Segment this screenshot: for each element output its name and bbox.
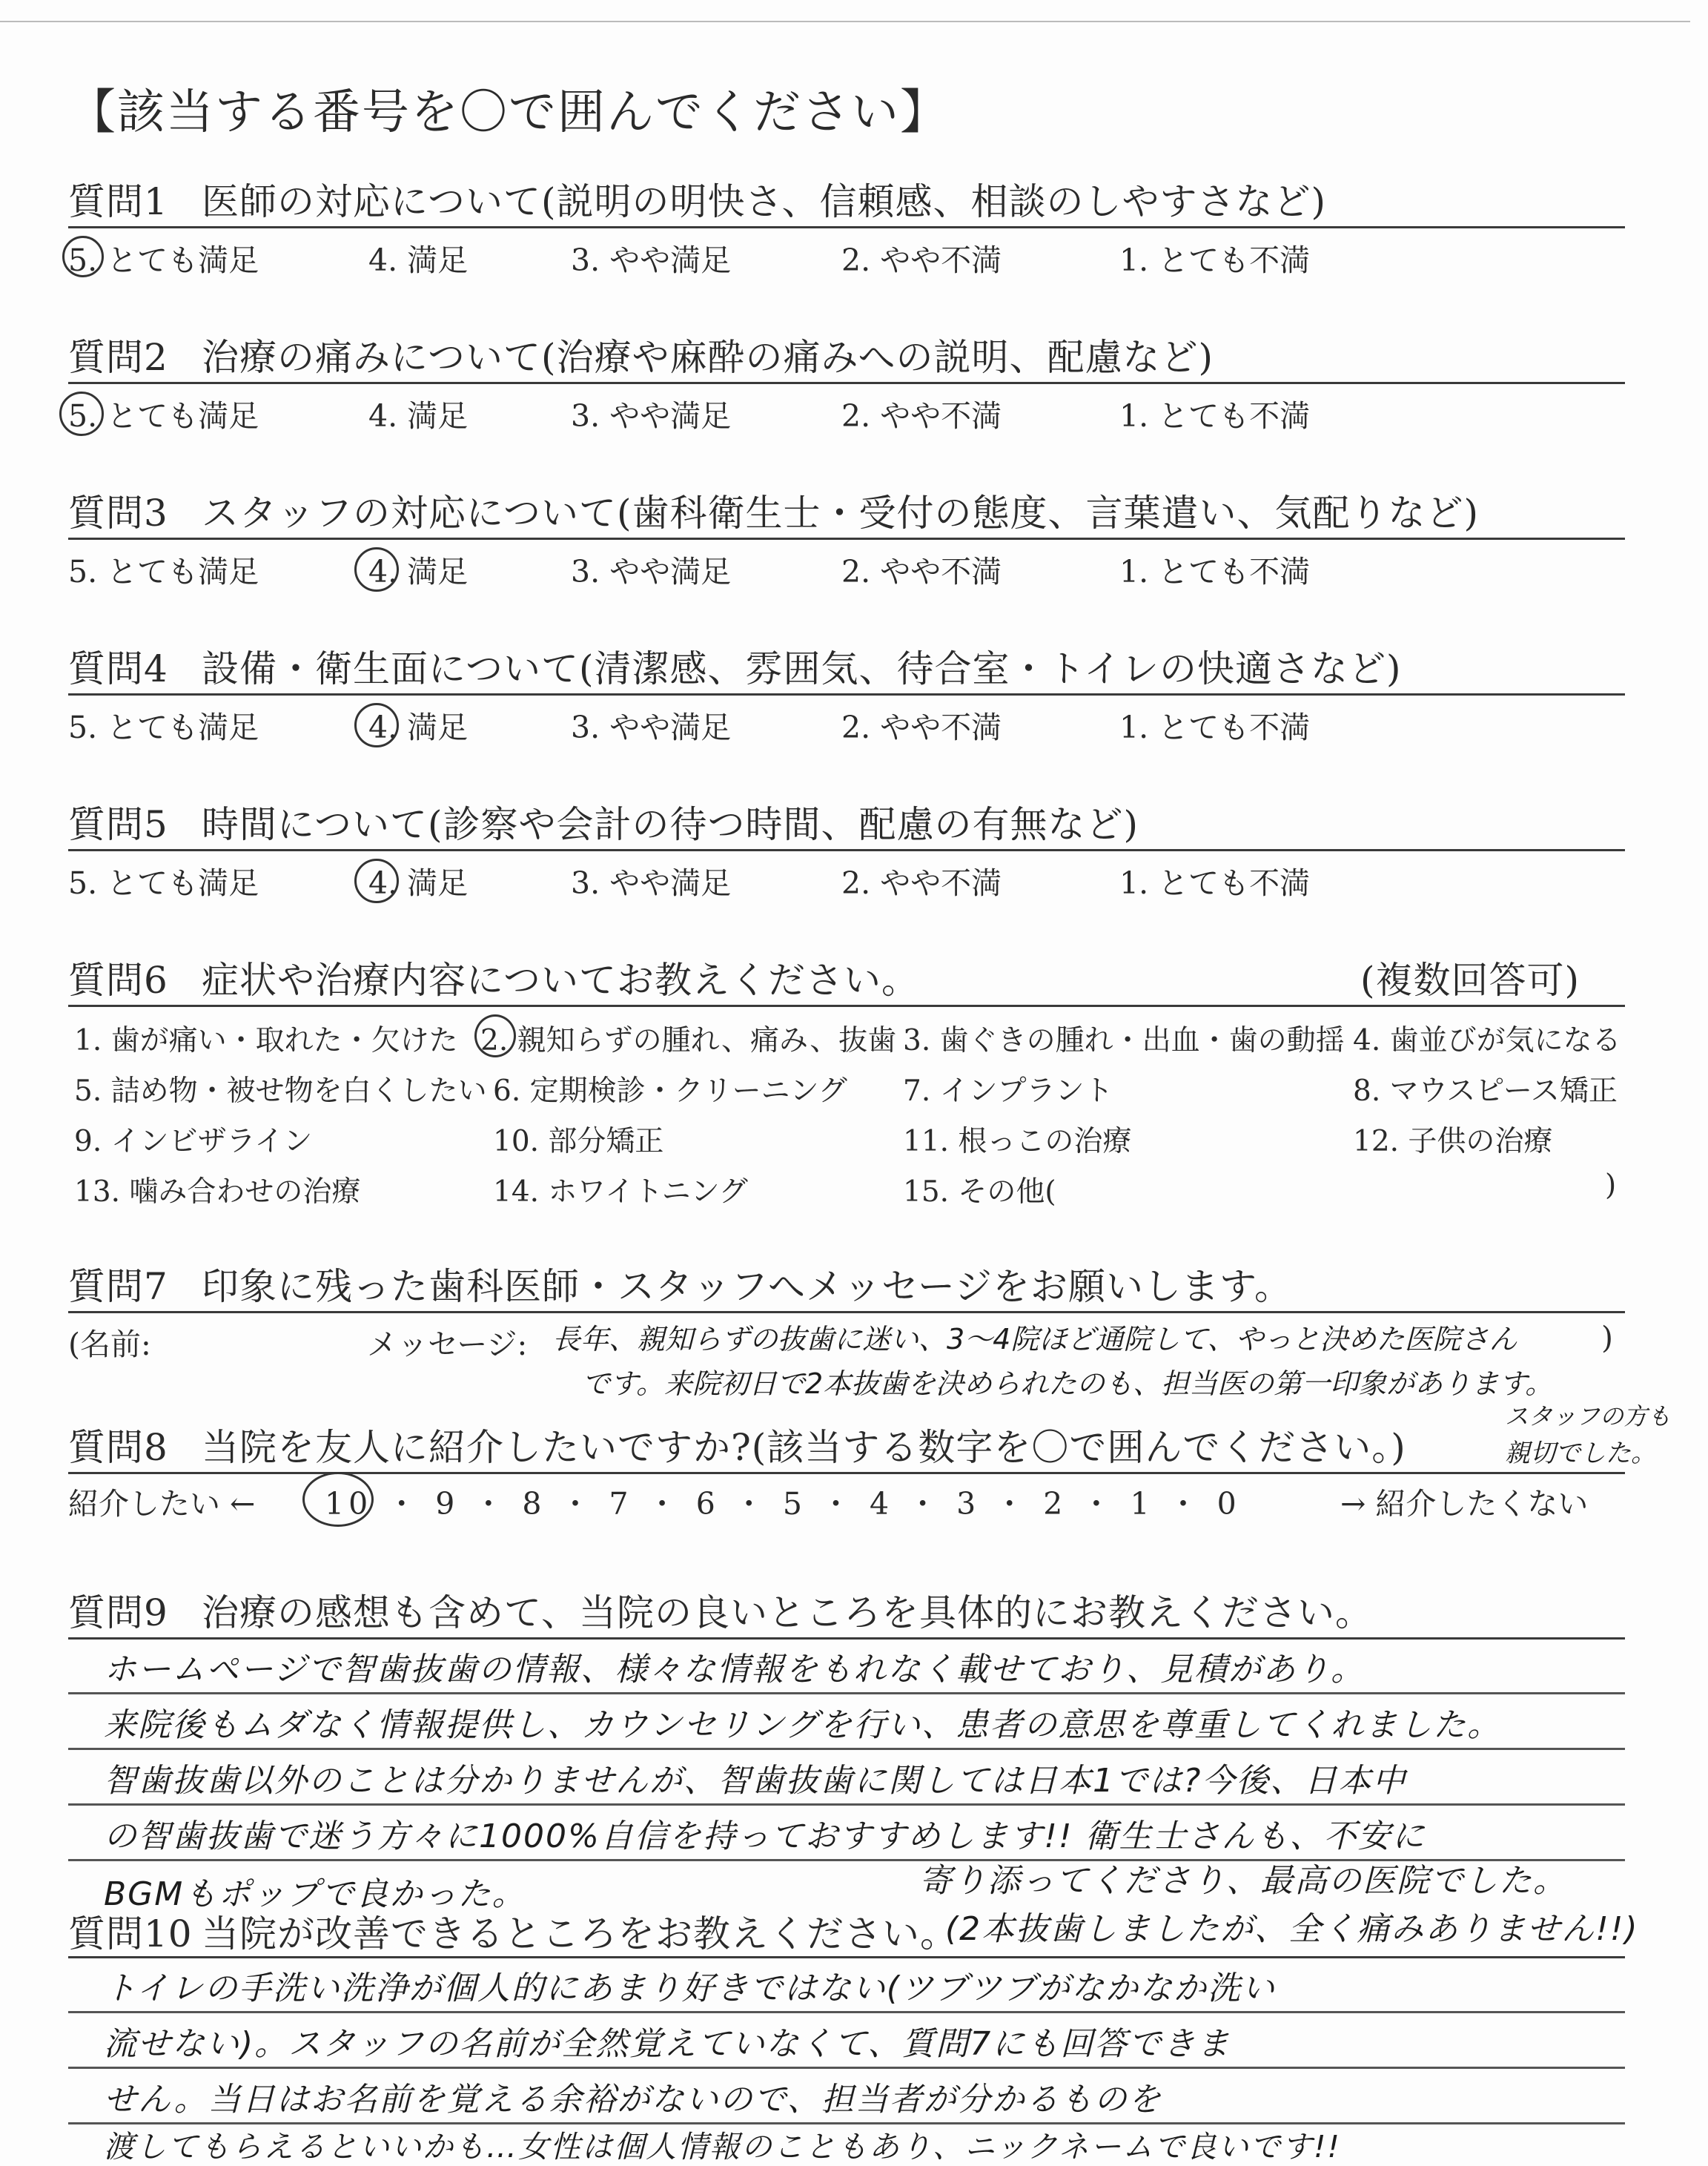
q9-rule	[68, 1637, 1625, 1640]
q4-selection-circle	[354, 703, 399, 747]
q1-option-5[interactable]: 5. とても満足	[68, 242, 259, 278]
q6-option-13[interactable]: 13. 噛み合わせの治療	[74, 1175, 361, 1209]
q4-option-1[interactable]: 1. とても不満	[1119, 710, 1311, 745]
q6-option-6[interactable]: 6. 定期検診・クリーニング	[493, 1074, 847, 1108]
q8-scale[interactable]: 10 ・ 9 ・ 8 ・ 7 ・ 6 ・ 5 ・ 4 ・ 3 ・ 2 ・ 1 ・ 0	[325, 1486, 1241, 1522]
q9-writing-line-2	[68, 1748, 1625, 1750]
q6-label: 質問6	[68, 959, 168, 1002]
q4-label: 質問4	[68, 647, 168, 690]
q6-option-15-close: )	[1605, 1169, 1617, 1202]
q3-rule	[68, 538, 1625, 540]
q6-option-8[interactable]: 8. マウスピース矯正	[1353, 1074, 1618, 1108]
q9-handwritten-line-4: の智歯抜歯で迷う方々に1000%自信を持っておすすめします!! 衛生士さんも、不安に	[104, 1817, 1426, 1855]
q10-handwritten-side: (2本抜歯しましたが、全く痛みありません!!)	[945, 1910, 1639, 1948]
q6-option-1[interactable]: 1. 歯が痛い・取れた・欠けた	[74, 1024, 458, 1057]
q9-label: 質問9	[68, 1591, 168, 1634]
q7-message-label: メッセージ:	[367, 1327, 528, 1362]
q5-option-5[interactable]: 5. とても満足	[68, 865, 259, 901]
q6-option-11[interactable]: 11. 根っこの治療	[903, 1125, 1132, 1158]
q3-option-5[interactable]: 5. とても満足	[68, 554, 259, 590]
q2-option-3[interactable]: 3. やや満足	[571, 398, 732, 434]
q8-rule	[68, 1472, 1625, 1474]
q6-option-2[interactable]: 2. 親知らずの腫れ、痛み、抜歯	[480, 1024, 897, 1057]
q7-close-paren: )	[1601, 1320, 1613, 1356]
q3-option-1[interactable]: 1. とても不満	[1119, 554, 1311, 590]
q6-option-10[interactable]: 10. 部分矯正	[493, 1125, 664, 1158]
q6-option-9[interactable]: 9. インビザライン	[74, 1125, 313, 1158]
q6-option-7[interactable]: 7. インプラント	[903, 1074, 1113, 1108]
q1-rule	[68, 226, 1625, 228]
q7-name-label: (名前:	[68, 1327, 151, 1362]
q5-selection-circle	[354, 859, 399, 903]
page-title: 【該当する番号を〇で囲んでください】	[68, 85, 949, 140]
q9-handwritten-line-3: 智歯抜歯以外のことは分かりませんが、智歯抜歯に関しては日本1では?今後、日本中	[104, 1762, 1407, 1800]
q6-rule	[68, 1005, 1625, 1007]
q3-option-2[interactable]: 2. やや不満	[841, 554, 1002, 590]
q9-text: 治療の感想も含めて、当院の良いところを具体的にお教えください。	[202, 1591, 1373, 1634]
q8-text: 当院を友人に紹介したいですか?(該当する数字を〇で囲んでください。)	[202, 1426, 1406, 1469]
q2-option-1[interactable]: 1. とても不満	[1119, 398, 1311, 434]
q4-option-2[interactable]: 2. やや不満	[841, 710, 1002, 745]
q10-label: 質問10	[68, 1912, 193, 1955]
q5-option-1[interactable]: 1. とても不満	[1119, 865, 1311, 901]
q2-option-2[interactable]: 2. やや不満	[841, 398, 1002, 434]
q1-option-2[interactable]: 2. やや不満	[841, 242, 1002, 278]
q7-handwritten-side-2: 親切でした。	[1505, 1439, 1656, 1468]
q10-writing-line-2	[68, 2067, 1625, 2069]
q7-handwritten-side-1: スタッフの方も	[1505, 1402, 1672, 1430]
q10-text: 当院が改善できるところをお教えください。	[202, 1912, 958, 1955]
q7-label: 質問7	[68, 1265, 168, 1308]
q10-handwritten-line-4: 渡してもらえるといいかも…女性は個人情報のこともあり、ニックネームで良いです!!	[104, 2129, 1341, 2165]
q10-handwritten-line-1: トイレの手洗い洗浄が個人的にあまり好きではない(ツブツブがなかなか洗い	[104, 1969, 1276, 2007]
q6-text: 症状や治療内容についてお教えください。	[202, 959, 919, 1002]
q2-rule	[68, 382, 1625, 384]
top-border	[0, 21, 1690, 22]
q5-option-3[interactable]: 3. やや満足	[571, 865, 732, 901]
q10-handwritten-line-2: 流せない)。スタッフの名前が全然覚えていなくて、質問7にも回答できま	[104, 2025, 1231, 2063]
q10-writing-line-1	[68, 2011, 1625, 2013]
q2-option-5[interactable]: 5. とても満足	[68, 398, 259, 434]
q4-option-3[interactable]: 3. やや満足	[571, 710, 732, 745]
q7-handwritten-line-2: です。来院初日で2本抜歯を決められたのも、担当医の第一印象があります。	[582, 1367, 1554, 1400]
q6-note: (複数回答可)	[1360, 959, 1580, 1002]
q2-selection-circle	[59, 392, 104, 436]
q7-text: 印象に残った歯科医師・スタッフへメッセージをお願いします。	[202, 1265, 1292, 1308]
q9-handwritten-line-6: 寄り添ってくださり、最高の医院でした。	[919, 1862, 1567, 1900]
q4-rule	[68, 693, 1625, 696]
q5-option-4[interactable]: 4. 満足	[368, 865, 469, 901]
q7-rule	[68, 1311, 1625, 1313]
q7-handwritten-line-1: 長年、親知らずの抜歯に迷い、3〜4院ほど通院して、やっと決めた医院さん	[552, 1323, 1517, 1356]
q6-option-14[interactable]: 14. ホワイトニング	[493, 1175, 748, 1209]
q6-option-4[interactable]: 4. 歯並びが気になる	[1353, 1024, 1621, 1057]
q6-option-15[interactable]: 15. その他(	[903, 1175, 1056, 1209]
q8-selection-circle	[302, 1472, 374, 1527]
q2-label: 質問2	[68, 336, 168, 379]
q6-option-5[interactable]: 5. 詰め物・被せ物を白くしたい	[74, 1074, 487, 1108]
q1-label: 質問1	[68, 180, 168, 223]
q9-handwritten-line-1: ホームページで智歯抜歯の情報、様々な情報をもれなく載せており、見積があり。	[104, 1651, 1366, 1688]
q4-option-5[interactable]: 5. とても満足	[68, 710, 259, 745]
q2-text: 治療の痛みについて(治療や麻酔の痛みへの説明、配慮など)	[202, 336, 1214, 379]
q3-label: 質問3	[68, 492, 168, 535]
q3-option-4[interactable]: 4. 満足	[368, 554, 469, 590]
q8-left-label: 紹介したい ←	[68, 1486, 256, 1522]
q4-text: 設備・衛生面について(清潔感、雰囲気、待合室・トイレの快適さなど)	[202, 647, 1402, 690]
q1-option-1[interactable]: 1. とても不満	[1119, 242, 1311, 278]
q10-rule	[68, 1956, 1625, 1958]
q6-option-3[interactable]: 3. 歯ぐきの腫れ・出血・歯の動揺	[903, 1024, 1345, 1057]
q4-option-4[interactable]: 4. 満足	[368, 710, 469, 745]
q6-selection-circle	[474, 1014, 516, 1057]
q8-right-label: → 紹介したくない	[1340, 1486, 1589, 1522]
q5-rule	[68, 849, 1625, 851]
q5-label: 質問5	[68, 803, 168, 846]
q9-handwritten-line-2: 来院後もムダなく情報提供し、カウンセリングを行い、患者の意思を尊重してくれました。	[104, 1706, 1502, 1744]
q3-text: スタッフの対応について(歯科衛生士・受付の態度、言葉遣い、気配りなど)	[202, 492, 1480, 535]
q10-handwritten-line-3: せん。当日はお名前を覚える余裕がないので、担当者が分かるものを	[104, 2081, 1162, 2119]
q9-handwritten-line-5: BGMもポップで良かった。	[104, 1875, 526, 1913]
q2-option-4[interactable]: 4. 満足	[368, 398, 469, 434]
q9-writing-line-1	[68, 1692, 1625, 1694]
q5-text: 時間について(診察や会計の待つ時間、配慮の有無など)	[202, 803, 1139, 846]
q1-option-3[interactable]: 3. やや満足	[571, 242, 732, 278]
q1-option-4[interactable]: 4. 満足	[368, 242, 469, 278]
q6-option-12[interactable]: 12. 子供の治療	[1353, 1125, 1553, 1158]
q8-label: 質問8	[68, 1426, 168, 1469]
q3-option-3[interactable]: 3. やや満足	[571, 554, 732, 590]
q5-option-2[interactable]: 2. やや不満	[841, 865, 1002, 901]
q1-selection-circle	[62, 236, 104, 277]
q9-writing-line-3	[68, 1803, 1625, 1806]
q1-text: 医師の対応について(説明の明快さ、信頼感、相談のしやすさなど)	[202, 180, 1327, 223]
q3-selection-circle	[354, 547, 399, 592]
